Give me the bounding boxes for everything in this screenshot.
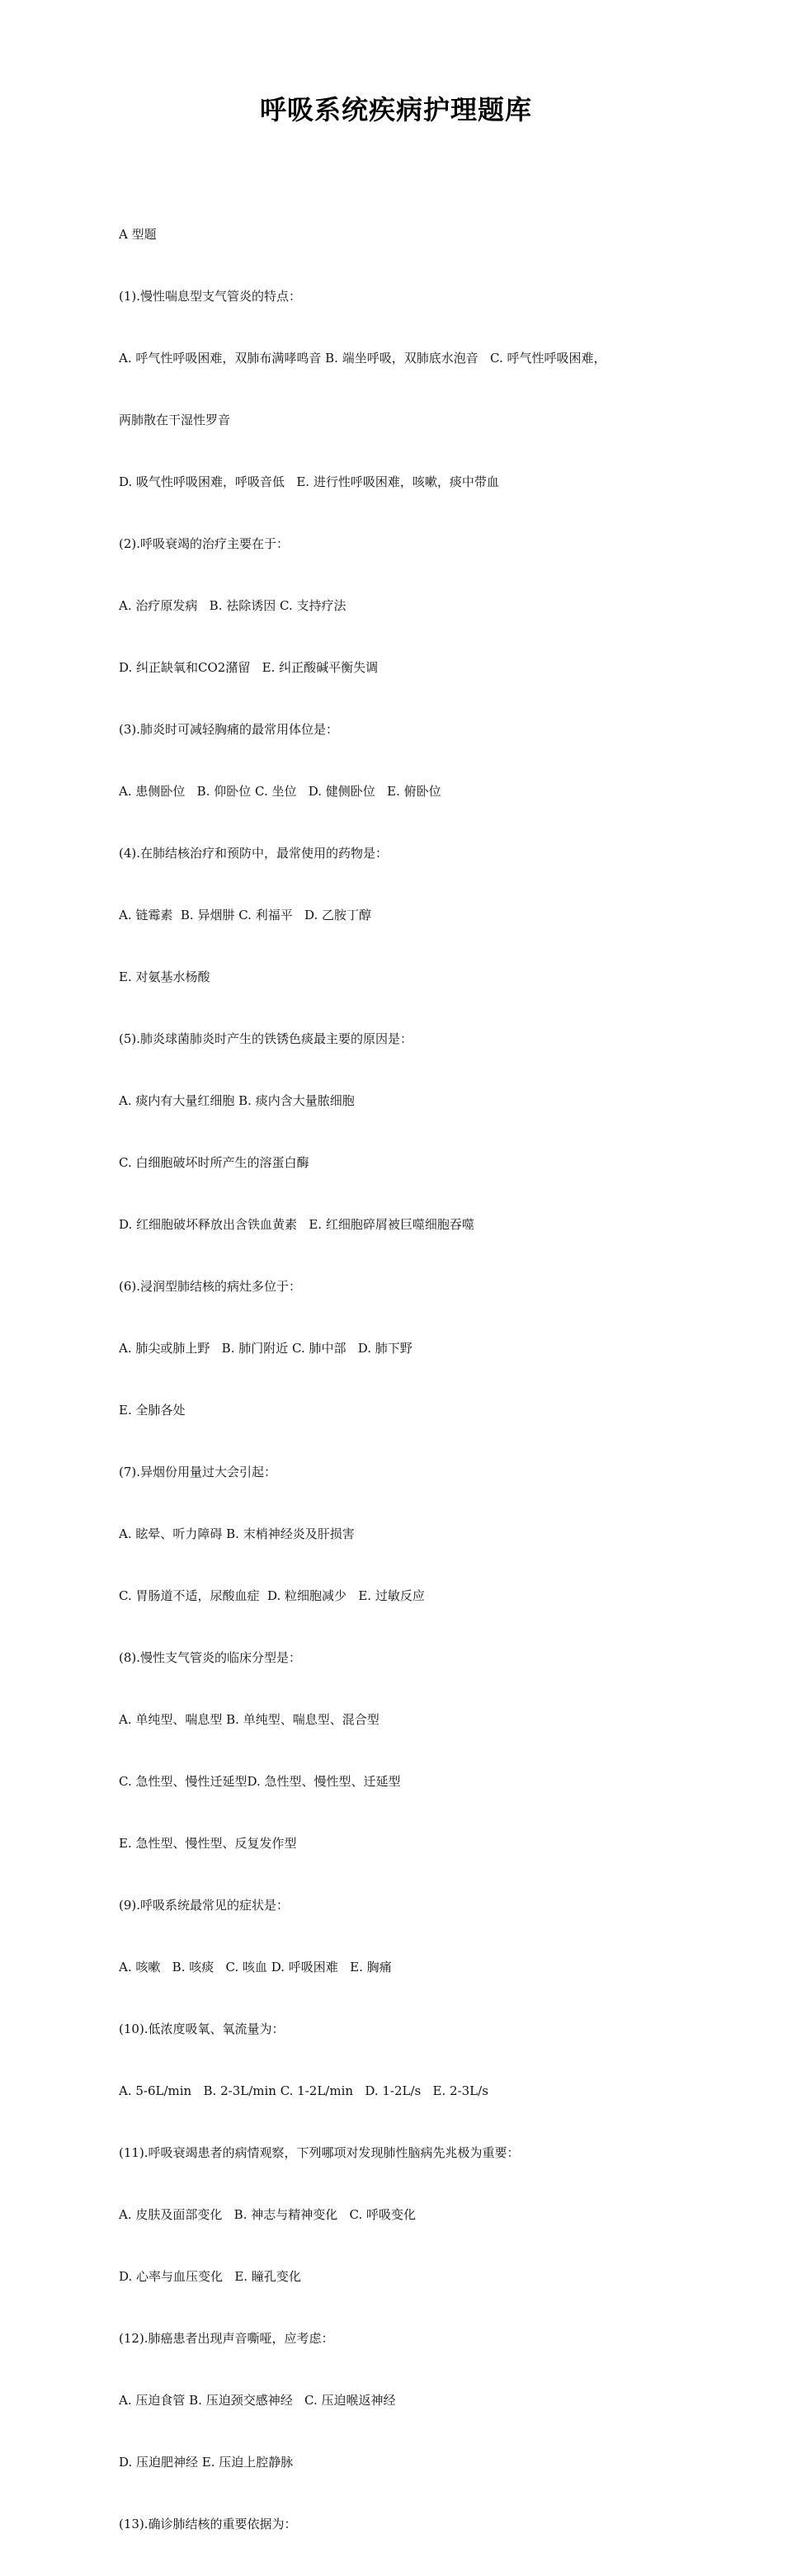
answer-options: A. 呼气性呼吸困难，双肺布满哮鸣音 B. 端坐呼吸，双肺底水泡音 C. 呼气性呼吸困难，: [119, 351, 606, 366]
answer-options: A. 治疗原发病 B. 祛除诱因 C. 支持疗法: [119, 598, 346, 613]
question-stem: (2).呼吸衰竭的治疗主要在于：: [119, 536, 290, 551]
answer-options: A. 患侧卧位 B. 仰卧位 C. 坐位 D. 健侧卧位 E. 俯卧位: [119, 784, 441, 799]
answer-options: A. 压迫食管 B. 压迫颈交感神经 C. 压迫喉返神经: [119, 2393, 396, 2408]
question-stem: (5).肺炎球菌肺炎时产生的铁锈色痰最主要的原因是：: [119, 1031, 413, 1046]
question-stem: (9).呼吸系统最常见的症状是：: [119, 1898, 290, 1913]
answer-options: D. 吸气性呼吸困难，呼吸音低 E. 进行性呼吸困难，咳嗽，痰中带血: [119, 474, 499, 489]
section-heading: A 型题: [119, 227, 157, 242]
question-stem: (8).慢性支气管炎的临床分型是：: [119, 1650, 302, 1665]
question-stem: (7).异烟份用量过大会引起：: [119, 1465, 277, 1479]
answer-options: A. 咳嗽 B. 咳痰 C. 咳血 D. 呼吸困难 E. 胸痛: [119, 1960, 392, 1974]
answer-options: 两肺散在干湿性罗音: [119, 413, 231, 427]
answer-options: A. 单纯型、喘息型 B. 单纯型、喘息型、混合型: [119, 1712, 380, 1727]
answer-options: A. 痰内有大量红细胞 B. 痰内含大量脓细胞: [119, 1093, 355, 1108]
answer-options: E. 全肺各处: [119, 1403, 186, 1418]
question-stem: (6).浸润型肺结核的病灶多位于：: [119, 1279, 302, 1294]
document-title: 呼吸系统疾病护理题库: [259, 94, 532, 125]
answer-options: A. 皮肤及面部变化 B. 神志与精神变化 C. 呼吸变化: [119, 2207, 417, 2222]
answer-options: D. 红细胞破坏释放出含铁血黄素 E. 红细胞碎屑被巨噬细胞吞噬: [119, 1217, 474, 1232]
answer-options: A. 链霉素 B. 异烟肼 C. 利福平 D. 乙胺丁醇: [119, 908, 372, 922]
question-stem: (3).肺炎时可减轻胸痛的最常用体位是：: [119, 722, 339, 737]
question-stem: (12).肺癌患者出现声音嘶哑，应考虑：: [119, 2331, 334, 2346]
question-stem: (10).低浓度吸氧、氧流量为：: [119, 2022, 285, 2036]
answer-options: D. 纠正缺氧和CO2潴留 E. 纠正酸碱平衡失调: [119, 660, 379, 675]
question-body: [119, 183, 688, 2576]
question-stem: (4).在肺结核治疗和预防中，最常使用的药物是：: [119, 846, 389, 861]
answer-options: D. 压迫肥神经 E. 压迫上腔静脉: [119, 2455, 294, 2470]
answer-options: C. 白细胞破坏时所产生的溶蛋白酶: [119, 1155, 309, 1170]
answer-options: A. 肺尖或肺上野 B. 肺门附近 C. 肺中部 D. 肺下野: [119, 1341, 412, 1356]
question-stem: (11).呼吸衰竭患者的病情观察，下列哪项对发现肺性脑病先兆极为重要：: [119, 2145, 520, 2160]
answer-options: C. 急性型、慢性迁延型D. 急性型、慢性型、迁延型: [119, 1774, 401, 1789]
question-stem: (13).确诊肺结核的重要依据为：: [119, 2517, 297, 2531]
answer-options: E. 对氨基水杨酸: [119, 970, 210, 984]
answer-options: C. 胃肠道不适，尿酸血症 D. 粒细胞减少 E. 过敏反应: [119, 1588, 425, 1603]
answer-options: E. 急性型、慢性型、反复发作型: [119, 1836, 297, 1851]
answer-options: A. 5-6L/min B. 2-3L/min C. 1-2L/min D. 1-2L/s E. 2-3L/s: [119, 2083, 488, 2098]
question-stem: (1).慢性喘息型支气管炎的特点：: [119, 289, 302, 304]
answer-options: D. 心率与血压变化 E. 瞳孔变化: [119, 2269, 301, 2284]
answer-options: A. 眩晕、听力障碍 B. 末梢神经炎及肝损害: [119, 1526, 355, 1541]
